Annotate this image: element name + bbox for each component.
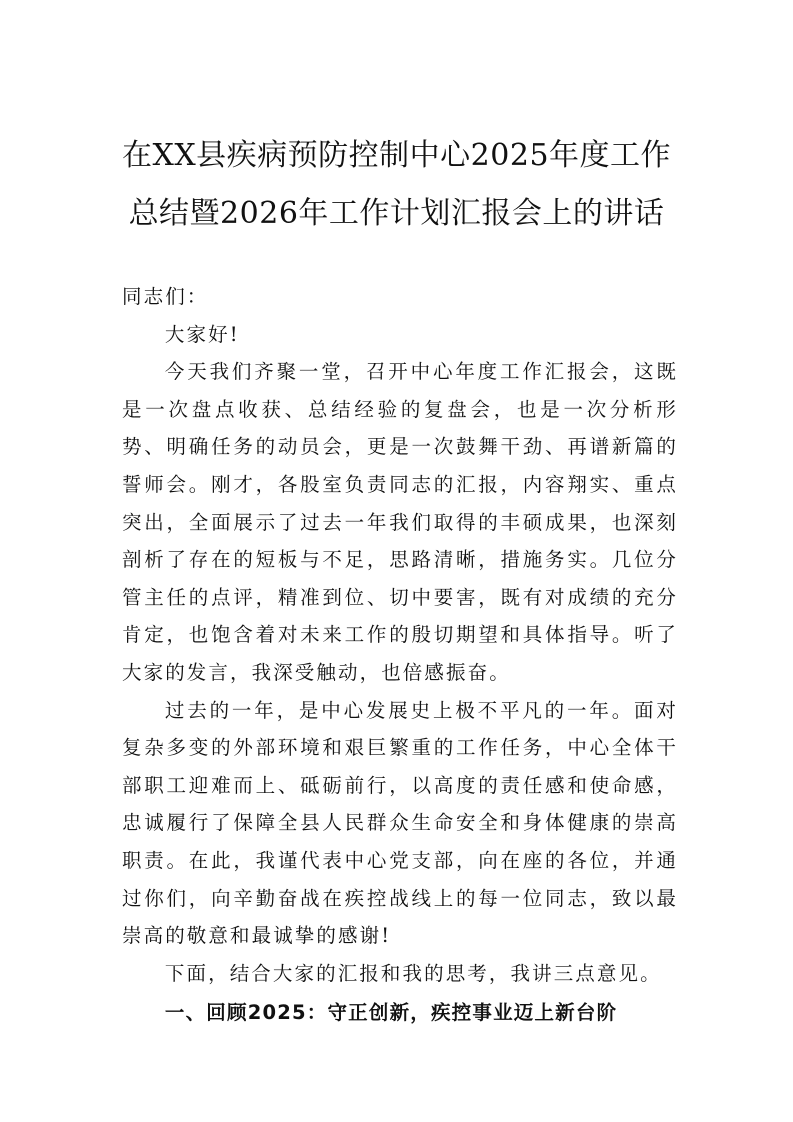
greeting: 大家好! xyxy=(164,322,240,346)
paragraph-opening: 今天我们齐聚一堂，召开中心年度工作汇报会，这既是一次盘点收获、总结经验的复盘会，也是一次分析形势、明确任务的动员会，更是一次鼓舞干劲、再谱新篇的誓师会。刚才，各股室负责同志的汇报，内容翔实、重点突出，全面展示了过去一年我们取得的丰硕成果，也深刻剖析了存在的短板与不足，思路清晰，措施务实。几位分管主任的点评，精准到位、切中要害，既有对成绩的充分肯定，也饱含着对未来工作的殷切期望和具体指导。听了大家的发言，我深受触动，也倍感振奋。 xyxy=(122,360,678,684)
document-title-line-1: 在XX县疾病预防控制中心2025年度工作 xyxy=(121,138,672,173)
paragraph-review-year: 过去的一年，是中心发展史上极不平凡的一年。面对复杂多变的外部环境和艰巨繁重的工作任务，中心全体干部职工迎难而上、砥砺前行，以高度的责任感和使命感，忠诚履行了保障全县人民群众生命安全和身体健康的崇高职责。在此，我谨代表中心党支部，向在座的各位，并通过你们，向辛勤奋战在疾控战线上的每一位同志，致以最崇高的敬意和最诚挚的感谢! xyxy=(122,698,678,948)
document-body xyxy=(122,278,678,1032)
salutation: 同志们： xyxy=(122,285,209,308)
document-title-line-2: 总结暨2026年工作计划汇报会上的讲话 xyxy=(128,196,665,231)
paragraph-transition: 下面，结合大家的汇报和我的思考，我讲三点意见。 xyxy=(164,961,662,985)
section-heading: 一、回顾2025：守正创新，疾控事业迈上新台阶 xyxy=(164,1001,618,1025)
